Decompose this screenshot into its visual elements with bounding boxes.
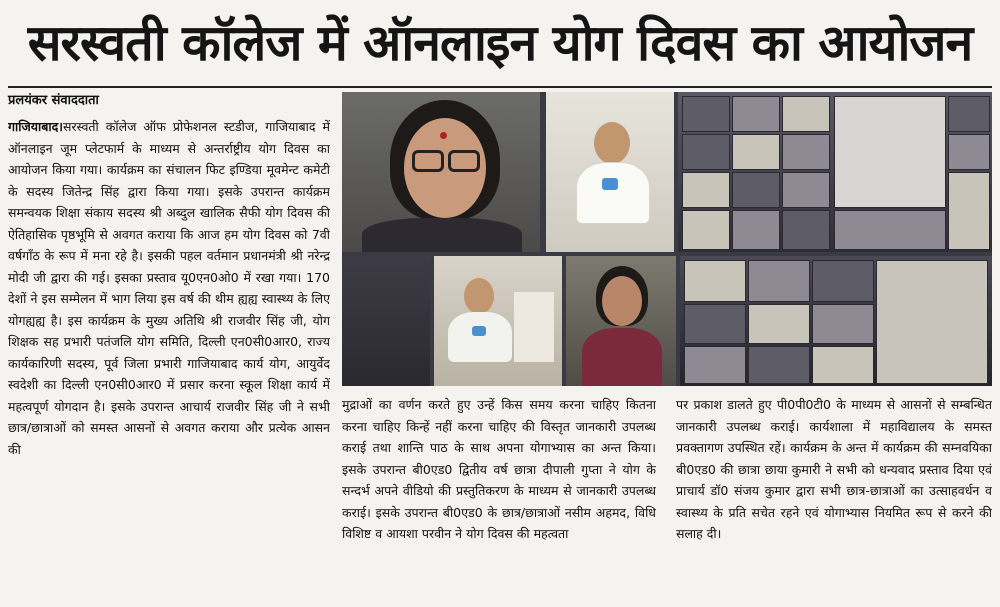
column-right-text: पर प्रकाश डालते हुए पी0पी0टी0 के माध्यम से आसनों से सम्बन्धित जानकारी उपलब्ध कराई। कार्यशाला में महाविद्यालय के समस्त प्रवक्तागण उपस्थित रहें। कार्यक्रम के अन्त में कार्यक्रम की सम्नवयिका बी0एड0 की छात्रा छाया कुमारी ने सभी को धन्यवाद प्रस्ताव दिया एवं प्राचार्य डॉ0 संजय कुमार द्वारा सभी छात्र-छात्राओं का उत्साहवर्धन व स्वास्थ्य के प्रति सचेत रहने एवं योगाभ्यास नियमित रूप से करने की सलाह दी।: [676, 397, 992, 541]
headline: सरस्वती कॉलेज में ऑनलाइन योग दिवस का आयोजन: [27, 14, 973, 72]
photo-woman-with-glasses: [342, 92, 540, 252]
zoom-collage-photo: [342, 92, 992, 386]
article-column-left: [8, 116, 330, 602]
dateline: गाजियाबाद।: [8, 119, 64, 134]
column-middle-text: मुद्राओं का वर्णन करते हुए उन्हें किस समय करना चाहिए कितना करना चाहिए किन्हें नहीं करना चाहिए की विस्तृत जानकारी उपलब्ध कराई तथा शान्ति पाठ के साथ अपना योगाभ्यास का अन्त किया। इसके उपरान्त बी0एड0 द्वितीय वर्ष छात्रा दीपाली गुप्ता ने योग के सन्दर्भ अपने वीडियो की प्रस्तुतिकरण के माध्यम से जानकारी उपलब्ध कराई। इसके उपरान्त बी0एड0 के छात्र/छात्राओं नसीम अहमद, विधि विशिष्ट व आयशा परवीन ने योग दिवस की महत्वता: [342, 397, 656, 541]
photo-seated-yoga: [434, 256, 562, 386]
column-left-text: सरस्वती कॉलेज ऑफ प्रोफेशनल स्टडीज, गाजियाबाद में ऑनलाइन जूम प्लेटफार्म के माध्यम से अन्तर्राष्ट्रीय योग दिवस का आयोजन किया गया। कार्यक्रम का संचालन फिट इण्डिया मूवमेन्ट कमेटी के सदस्य जितेन्द्र सिंह द्वारा किया गया। इसके उपरान्त कार्यक्रम समन्वयक शिक्षा संकाय सदस्य श्री अब्दुल खालिक सैफी योग दिवस की ऐतिहासिक पृष्ठभूमि से अवगत कराया कि आज हम योग दिवस को 7वी वर्षगाँठ के रूप में मना रहे है। इसकी पहल वर्तमान प्रधानमंत्री श्री नरेन्द्र मोदी जी द्वारा की गई। इसका प्रस्ताव यू0एन0ओ0 में रखा गया। 170 देशों ने इस सम्मेलन में भाग लिया इस वर्ष की थीम ह्यह्य स्वास्थ्य के लिए योगह्यह्य है। इस कार्यक्रम के मुख्य अतिथि श्री राजवीर सिंह जी, योग शिक्षक सह प्रभारी पतंजलि योग समिति, दिल्ली एन0सी0आर0, राज्य कार्यकारिणी सदस्य, पूर्व जिला प्रभारी गाजियाबाद कार्य योग, आयुर्वेद स्वदेशी का दिल्ली एन0सी0आर0 में प्रसार करना स्कूल शिक्षा कार्य में महत्वपूर्ण योगदान है। इसके उपरान्त आचार्य राजवीर सिंह जी ने सभी छात्र/छात्राओं को समस्त आसनों से अवगत कराया और प्रत्येक आसन की: [8, 119, 330, 457]
photo-man-in-white: [546, 92, 674, 252]
photo-woman-speaking: [566, 256, 676, 386]
article-column-right: [676, 394, 992, 602]
column-left-paragraph: [8, 116, 330, 460]
headline-rule: [8, 86, 992, 88]
photo-zoom-gallery-top: [678, 92, 992, 252]
photo-dark-panel: [342, 256, 430, 386]
article-column-middle: [342, 394, 656, 602]
photo-zoom-gallery-bottom: [680, 256, 992, 386]
byline: प्रलयंकर संवाददाता: [8, 93, 99, 108]
